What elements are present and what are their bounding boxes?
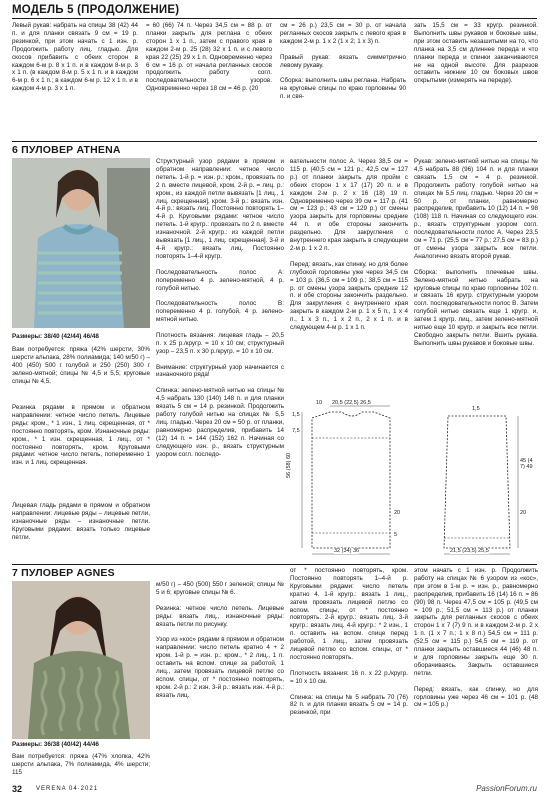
dim-length: 45 (47) 49 — [520, 458, 533, 470]
woman-in-cable-pullover-image — [12, 581, 150, 739]
schematic-sleeve — [420, 398, 538, 558]
sizes: Размеры: 38/40 (42/44) 46/48 — [12, 333, 99, 340]
materials: Вам потребуется: пряжа (42% шерсти, 30% шерсти альпака, 28% полиамида; 140 м/50 г) – 400 (450) 500 г голубой и 250 (250) 300 г зелено-мятной; спицы № 4,5 и 5,5; круговые спицы № 4,5. — [12, 346, 150, 385]
text-column: = 60 (66) 74 п. Через 34,5 см = 88 р. от планки закрыть для реглана с обеих сторон 1 х 1 п., затем с правого края в каждом 2-м р. 25 (28) 32 х 1 п. и с левого края 22 (25) 29 х 1 п. Одновременно через 6 см = 16 р. от начала регланных скосов продолжить работу согл. последовательности узоров. Одновременно через 18 см = 46 р. (20 — [146, 22, 272, 93]
dim-side-2: 7,5 — [292, 428, 300, 434]
page-footer — [12, 784, 537, 796]
rib-pattern: Резинка рядами в прямом и обратном направлении: четное число петель. Лицевые ряды: кром., * 1 изн., 1 лиц. скрещенная, от * постоянно повторять, кром. Изнаночные ряды: кром., * 1 изн. скрещенная, 1 лиц., от * постоянно повторять, кром. Круговыми рядами: четное число петель, попеременно 1 изн. и 1 лиц. скрещенная. — [12, 404, 150, 467]
divider — [12, 18, 537, 19]
dim-height: 56 (58) 60 — [286, 452, 292, 478]
watermark: PassionForum.ru — [476, 784, 537, 793]
magazine-name: VERENA 04·2021 — [36, 786, 99, 792]
section-title-model6: 6 ПУЛОВЕР ATHENA — [12, 144, 121, 156]
woman-in-pullover-image — [12, 158, 150, 328]
text-column: м/50 г) – 450 (500) 550 г зеленой; спицы № 5 и 6; круговые спицы № 6. Резинка: четное число петель. Лицевые ряды: вязать лиц., изнаночные ряды: вязать петли по рисунку. Узор из «кос» рядами в прямом и обратном направлении: число петель кратно 4 + 2 кром. 1-й р. = изн. р.: кром., * 2 лиц., 1 п. оставить на вспом. спице за работой, 1 лиц., затем провязать лицевой петлю со вспом. спицы, от * постоянно повторять, кром. 2-й р.: 2 изн. 3-й р.: вязать изн. 4-й р.: вязать лиц. — [156, 581, 284, 699]
dim-width: 21,5 (23,5) 25,5 — [450, 548, 489, 554]
sizes: Размеры: 36/38 (40/42) 44/46 — [12, 741, 99, 748]
divider — [12, 141, 537, 142]
dim-bottom-rib: 5 — [394, 532, 398, 538]
text-column: Рукав: зелено-мятной нитью на спицы № 4,5 набрать 88 (96) 104 п. и для планки связать 1,5 см = 4 р. резинкой. Продолжить работу голубой нитью на спицах № 5,5 лиц. гладью. Через 20 см = 50 р. от планки, равномерно распределив, прибавить 10 (12) 14 п. = 98 (108) 118 п. Начиная со следующего изн. р., вязать структурным узором согл. последовательности полос А. Через 23,5 см = 71 р. (25,5 см = 77 р.; 27,5 см = 83 р.) от смены узора закрыть все петли. Аналогично вязать второй рукав. Сборка: выполнить плечевые швы. Зелено-мятной нитью набрать на круговые спицы по краю горловины 102 п. и связать 16 кругр. структурным узором согл. последовательности полос В. Затем голубой нитью связать еще 1 кругр. и, затем 1 кругр. лиц., затем зелено-мятной нитью еще 10 кругр. и закрыть все петли. Свободно закрыть петли. Вшить рукава. Выполнить швы рукавов и боковые швы. — [414, 158, 538, 347]
text-column: Левый рукав: набрать на спицы 38 (42) 44 п. и для планки связать 9 см = 19 р. резинкой, при этом начать с 1 изн. р. Продолжить работу лиц. гладью. Для скосов прибавить с обеих сторон в каждом 6-м р. 8 х 1 п. и в каждом 8-м р. 3 х 1 п. (в каждом 8-м р. 5 х 1 п. и в каждом 6-м р. 6 х 1 п.; в каждом 6-м р. 12 х 1 п. и в каждом 4-м р. 3 х 1 п. — [12, 22, 138, 93]
dim-lower: 20 — [394, 510, 401, 516]
dim-cuff: 1,5 — [472, 406, 480, 412]
text-column: этом начать с 1 изн. р. Продолжить работу на спицах № 6 узором из «кос», при этом в 1-м р. = изн. р., равномерно распределив, прибавить 16 (14) 16 п. = 86 (90) 98 п. Через 47,5 см = 105 р. (49,5 см = 109 р.; 51,5 см = 113 р.) от планки закрыть для регланных скосов с обеих сторон 1 х 7 (7) 9 п. и в каждом 2-м р. 2 х 1 п. (1 х 7 п.; 1 х 8 п.) 54,5 см = 111 р. (52,5 см = 115 р.) 54,5 см = 119 р. от планки закрыть оставшиеся 44 (46) 48 п. и для горловины закрыть еще 30 п. оборачиваясь. Закрыть оставшиеся петли. Перед: вязать, как спинку, но для горловины уже через 46 см = 101 р. (48 см = 105 р.) — [414, 567, 538, 709]
model-photo — [12, 158, 150, 328]
text-column: вательности полос А. Через 38,5 см = 115 р. (40,5 см = 121 р.; 42,5 см = 127 р.) от планки закрыть для пройм с обеих сторон 1 х 17 (17) 20 п. и в каждом 2-м р. 2 х 16 (18) 19 п. Одновременно через 39 см = 117 р. (41 см = 123 р.; 43 см = 129 р.) от смены узора закрыть для горловины средние 44 п. и обе стороны закончить раздельно. Для закругления с внутреннего края закрыть в следующем 2-м р. 1 х 2 п. Перед: вязать, как спинку, но для более глубокой горловины уже через 34,5 см = 103 р. (36,5 см = 109 р.; 38,5 см = 115 р. от смены узора закрыть средние 12 п. и обе стороны закончить раздельно. Для закругления с внутреннего края закрыть в каждом 2-м р. 1 х 5 п., 1 х 4 п., 1 х 3 п., 1 х 2 п., 2 х 1 п. и в следующем 4-м р. 1 х 1 п. — [290, 158, 408, 332]
page-number: 32 — [12, 784, 23, 794]
text-column: от * постоянно повторять, кром. Постоянно повторять 1–4-й р. Круговыми рядами: число петель кратно 4. 1-й кругр.: вязать 1 лиц., затем провязать лицевой петлю со вспом. спицы, от * постоянно повторять. 2-й кругр.: вязать лиц. 3-й кругр.: вязать лиц. 4-й кругр.: * 2 изн., 1 п. оставить на вспом. спице перед работой, 1 лиц., затем провязать лицевой петлю со вспом. спицы, от * постоянно повторять. Плотность вязания: 16 п. х 22 р./кругр. = 10 х 10 см. Спинка: на спицы № 5 набрать 70 (76) 82 п. и для планки вязать 5 см = 14 р. резинкой, при — [290, 567, 408, 717]
dim-shoulder: 10 — [316, 400, 323, 406]
section-title-model5: МОДЕЛЬ 5 (ПРОДОЛЖЕНИЕ) — [12, 4, 180, 16]
text-column: Структурный узор рядами в прямом и обратном направлении: четное число петель. 1-й р. = изн. р.: кром., провязать по 2 п. вместе лицевой, кром. 2-й р. = лиц. р.: кром., из каждой петли вывязать [1 лиц., 1 лиц. скрещенная], кром. 3-й р.: вязать изн. 4-й р.: вязать лиц. Постоянно повторять 1–4-й р. Круговыми рядами: четное число петель. 1-й кругр.: провязать по 2 п. вместе изнаночной. 2-й кругр.: из каждой петли вывязать [1 лиц., 1 лиц. скрещенная]. 3-й и 4-й кругр.: вязать лиц. Постоянно повторять 1–4-й кругр. Последовательность полос А: попеременно 4 р. зелено-мятной, 4 р. голубой нитью. Последовательность полос В: попеременно 4 р. голубой, 4 р. зелено-мятной нитью. Плотность вязания: лицевая гладь – 20,5 п. х 25 р./кругр. = 10 х 10 см; структурный узор – 23,5 п. х 30 р./кругр. = 10 х 10 см. Внимание: структурный узор начинается с изнаночного ряда! Спинка: зелено-мятной нитью на спицы № 4,5 набрать 130 (140) 148 п. и для планки вязать 5 см = 14 р. резинкой. Продолжить работу голубой нитью на спицах № 5,5 лиц. гладью. Через 20 см = 50 р. от планки, равномерно распределив, прибавить 14 (12) 14 п. = 144 (152) 162 п. Начиная со следующего изн. р., вязать структурным узором согл. последо- — [156, 158, 284, 458]
stockinette-pattern: Лицевая гладь рядами в прямом и обратном направлении: лицевые ряды – лицевые петли, изнаночные ряды – изнаночные петли. Круговыми рядами: вязать только лицевые петли. — [12, 502, 150, 541]
dim-base: 32 (34) 36 — [334, 548, 360, 554]
divider — [12, 564, 537, 565]
materials: Вам потребуется: пряжа (47% хлопка, 42% шерсти альпака, 7% полиамида, 4% шерсти; 115 — [12, 753, 150, 776]
text-column: см = 26 р.) 23,5 см = 30 р. от начала регланных скосов закрыть с левого края в каждом 2-м р. 1 х 2 (1 х 2; 1 х 3) п. Правый рукав: вязать симметрично левому рукаву. Сборка: выполнить швы реглана. Набрать на круговые спицы по краю горловины 90 п. и свя- — [280, 22, 406, 101]
schematic-body — [286, 398, 414, 558]
dim-side-1: 1,5 — [292, 412, 300, 418]
dim-right: 20 — [520, 510, 527, 516]
dim-top: 20,5 (22,5) 26,5 — [332, 400, 371, 406]
model-photo — [12, 581, 150, 739]
section-title-model7: 7 ПУЛОВЕР AGNES — [12, 567, 115, 579]
text-column: зать 15,5 см = 33 кругр. резинкой. Выполнить швы рукавов и боковые швы, при этом оставить незашитыми на то, что планка на 3,5 см длиннее переда и что планки переда и спинки заканчиваются не на одной высоте. Для разрезов оставить нижние 10 см боковых швов открытыми (измерять на переде). — [414, 22, 538, 85]
